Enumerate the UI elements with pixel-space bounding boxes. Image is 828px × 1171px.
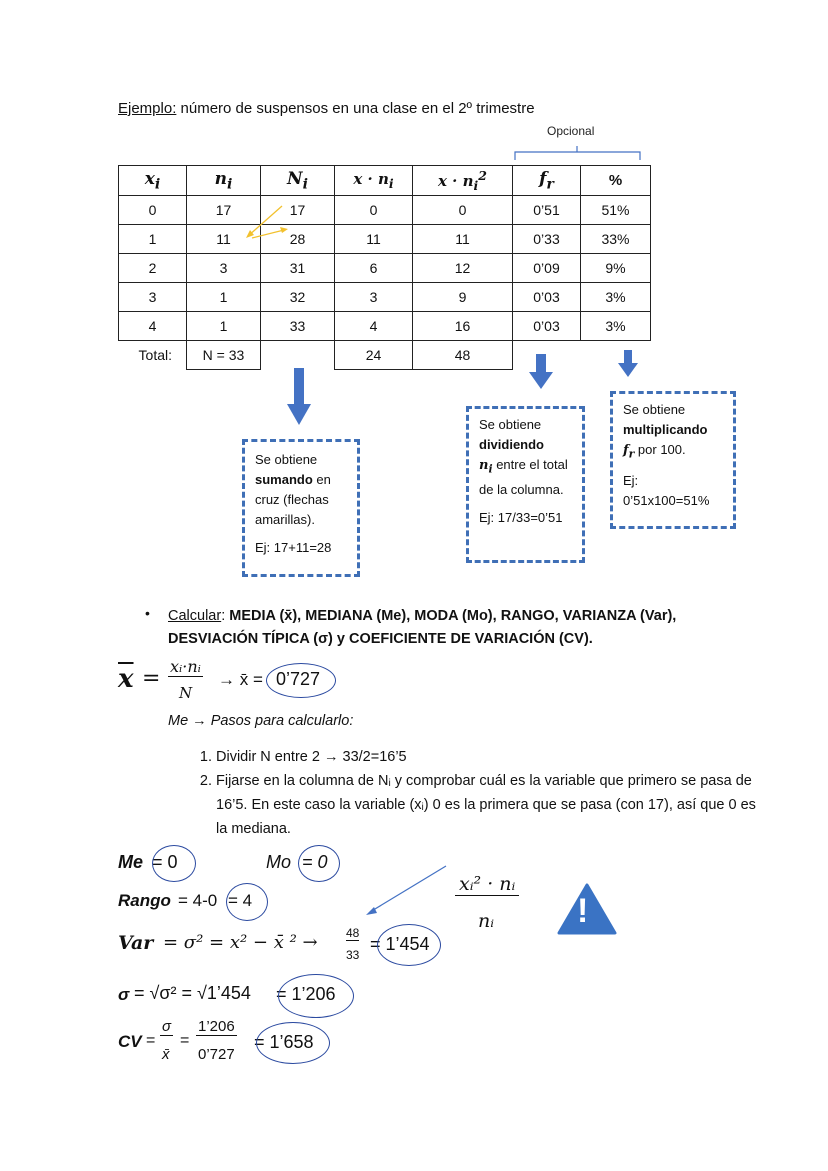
var-denominator: 33 xyxy=(346,948,360,962)
cell: 0’03 xyxy=(513,283,581,312)
table-header-row xyxy=(119,166,651,196)
mean-equals: = xyxy=(142,666,161,691)
cell: 3% xyxy=(581,312,651,341)
rango-expression: = 4-0 xyxy=(178,891,218,910)
cell: 0’03 xyxy=(513,312,581,341)
sigma-expression: = √σ² = √1’454 xyxy=(134,983,251,1003)
cv-numerator-value: 1’206 xyxy=(198,1018,235,1035)
var-expression: = σ² = x² − x̄ ² → xyxy=(163,932,318,953)
me-label: Me xyxy=(118,852,144,872)
cv-value: = 1’658 xyxy=(254,1032,314,1052)
cell: 0’51 xyxy=(513,196,581,225)
div-explanation-box: Se obtiene dividiendo $n_i$ entre el total de la columna. Ej: 17/33=0’51 xyxy=(466,406,585,563)
mul-explanation-box: Se obtiene multiplicando $f_r$ por 100. Ej: 0’51x100=51% xyxy=(610,391,736,529)
cell: 11 xyxy=(335,225,413,254)
me-value: = 0 xyxy=(152,852,178,872)
down-arrow-sum xyxy=(286,368,312,426)
sigma-value: = 1’206 xyxy=(276,984,336,1004)
mean-numerator: xᵢ·nᵢ xyxy=(170,657,201,676)
cell: 33% xyxy=(581,225,651,254)
mo-value: = 0 xyxy=(302,852,328,872)
cell: 4 xyxy=(119,312,187,341)
cell: 1 xyxy=(119,225,187,254)
mul-example: 0’51x100=51% xyxy=(623,492,710,508)
table-row xyxy=(119,196,651,225)
median-step: 2. Fijarse en la columna de Nᵢ y comprobar cuál es la variable que primero se pasa de 16’5. En este caso la variable (xᵢ) 0 es la primera que se pasa (con 17), así que 0 es la mediana. xyxy=(216,769,756,841)
cv-denominator-value: 0’727 xyxy=(198,1046,235,1063)
rango-value: = 4 xyxy=(228,891,253,910)
var-numerator: 48 xyxy=(346,926,360,940)
cell: 12 xyxy=(413,254,513,283)
table-row xyxy=(119,254,651,283)
down-arrow-div xyxy=(528,354,554,390)
total-xn2: 48 xyxy=(413,341,513,370)
optional-label: Opcional xyxy=(547,124,595,138)
me-circle xyxy=(152,845,196,882)
cell: 4 xyxy=(335,312,413,341)
rango-circle xyxy=(226,883,268,921)
calc-instructions: Calcular: MEDIA (x̄), MEDIANA (Me), MODA (Mo), RANGO, VARIANZA (Var), DESVIACIÓN TÍPICA (σ) y COEFICIENTE DE VARIACIÓN (CV). xyxy=(168,608,677,647)
cell: 0’33 xyxy=(513,225,581,254)
warning-glyph: ! xyxy=(577,892,589,930)
var-label: Var xyxy=(118,932,154,954)
cell: 28 xyxy=(261,225,335,254)
side-formula-denominator: nᵢ xyxy=(478,910,495,932)
sigma-label: σ xyxy=(118,985,130,1004)
example-title: Ejemplo: número de suspensos en una clase en el 2º trimestre xyxy=(118,100,535,117)
header-xi: $x_i$ xyxy=(119,166,187,196)
div-example: Ej: 17/33=0’51 xyxy=(479,509,563,525)
var-circle xyxy=(377,924,441,966)
table-row xyxy=(119,283,651,312)
sum-explanation-box: Se obtiene sumando en cruz (flechas amarillas). Ej: 17+11=28 xyxy=(242,439,360,577)
cell: 3% xyxy=(581,283,651,312)
total-xn: 24 xyxy=(335,341,413,370)
optional-bracket xyxy=(512,138,644,164)
total-label: Total: xyxy=(138,347,172,364)
cell: 33 xyxy=(261,312,335,341)
cell: 17 xyxy=(261,196,335,225)
cell: 3 xyxy=(119,283,187,312)
side-formula-numerator: xᵢ² · nᵢ xyxy=(455,873,519,896)
mo-label: Mo xyxy=(266,852,292,872)
cell: 1 xyxy=(187,283,261,312)
cell: 9% xyxy=(581,254,651,283)
cv-label: CV xyxy=(118,1032,142,1051)
sum-example: Ej: 17+11=28 xyxy=(255,540,332,555)
var-value: = 1’454 xyxy=(370,934,430,954)
cv-circle xyxy=(256,1022,330,1064)
header-xi-ni: $x \cdot n_i$ xyxy=(335,166,413,196)
yellow-cross-arrows xyxy=(230,200,300,250)
bullet: • xyxy=(145,605,150,621)
cv-numerator: σ xyxy=(162,1018,172,1035)
cv-denominator: x̄ xyxy=(162,1046,170,1063)
cell: 0 xyxy=(413,196,513,225)
cell: 1 xyxy=(187,312,261,341)
header-Ni: $N_i$ xyxy=(261,166,335,196)
mean-result: 0’727 xyxy=(276,669,321,689)
cell: 0’09 xyxy=(513,254,581,283)
mo-circle xyxy=(298,845,340,882)
header-fr: $f_r$ xyxy=(513,166,581,196)
header-ni: $n_i$ xyxy=(187,166,261,196)
cell: 31 xyxy=(261,254,335,283)
cell: 17 xyxy=(187,196,261,225)
pointer-arrow xyxy=(360,862,450,918)
cell: 11 xyxy=(187,225,261,254)
cell: 11 xyxy=(413,225,513,254)
mean-symbol: $\overline{x}$ xyxy=(118,664,134,694)
total-row xyxy=(119,341,651,370)
cell: 0 xyxy=(335,196,413,225)
median-intro: Me → Pasos para calcularlo: xyxy=(168,713,354,729)
down-arrow-mul xyxy=(617,350,639,378)
mean-arrow: → x̄ = xyxy=(218,670,263,689)
table-row xyxy=(119,225,651,254)
cell: 3 xyxy=(335,283,413,312)
median-step: 1. Dividir N entre 2 → 33/2=16’5 xyxy=(216,745,756,769)
cell: 2 xyxy=(119,254,187,283)
rango-label: Rango xyxy=(118,891,171,910)
cell: 0 xyxy=(119,196,187,225)
header-xi-ni2: $x \cdot n_i^2$ xyxy=(413,166,513,196)
mul-example-label: Ej: xyxy=(623,472,639,488)
total-N: N = 33 xyxy=(187,341,261,370)
cell: 32 xyxy=(261,283,335,312)
sigma-circle xyxy=(278,974,354,1018)
frequency-table xyxy=(118,165,651,370)
median-steps xyxy=(190,745,756,841)
table-row xyxy=(119,312,651,341)
cell: 51% xyxy=(581,196,651,225)
cell: 6 xyxy=(335,254,413,283)
cell: 16 xyxy=(413,312,513,341)
mean-circle xyxy=(266,663,336,698)
cell: 3 xyxy=(187,254,261,283)
mean-denominator: N xyxy=(179,684,193,702)
header-percent: % xyxy=(581,166,651,196)
cell: 9 xyxy=(413,283,513,312)
